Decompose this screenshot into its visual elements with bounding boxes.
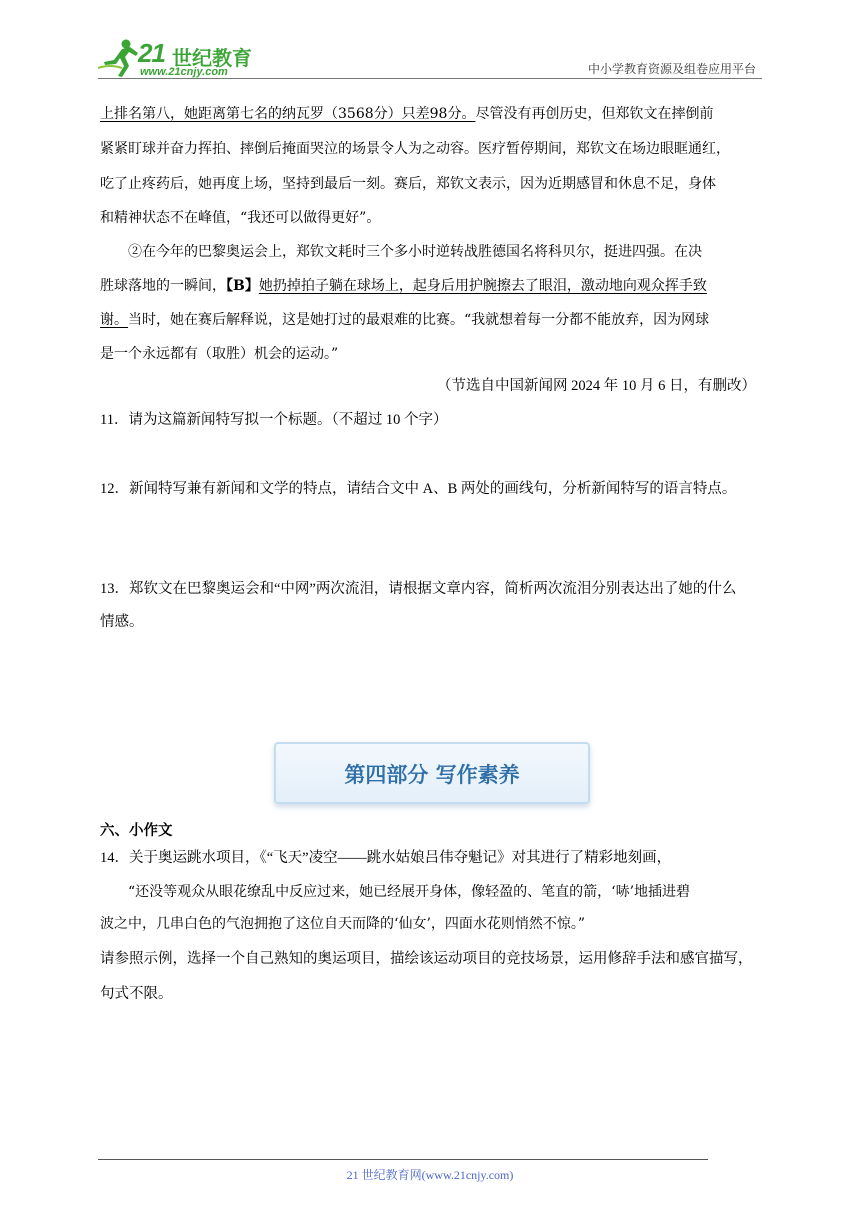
logo-number: 21 — [138, 38, 165, 68]
question-12: 12．新闻特写兼有新闻和文学的特点，请结合文中 A、B 两处的画线句，分析新闻特写的语言特点。 — [100, 481, 737, 497]
writing-instruction-cont: 句式不限。 — [100, 986, 173, 1002]
logo-text: 世纪教育 — [172, 46, 252, 70]
article-line: ②在今年的巴黎奥运会上，郑钦文耗时三个多小时逆转战胜德国名将科贝尔，挺进四强。在决 — [128, 244, 702, 260]
section-banner — [274, 742, 590, 804]
question-13-cont: 情感。 — [100, 614, 144, 630]
question-11: 11．请为这篇新闻特写拟一个标题。（不超过 10 个字） — [100, 412, 448, 428]
platform-name: 中小学教育资源及组卷应用平台 — [587, 62, 756, 76]
underlined-sentence-a-end: 上排名第八，她距离第七名的纳瓦罗（3568分）只差98分。 — [100, 106, 476, 122]
article-line: 胜球落地的一瞬间，【B】她扔掉拍子躺在球场上，起身后用护腕擦去了眼泪，激动地向观众挥手致 — [100, 278, 707, 294]
article-line: 谢。当时，她在赛后解释说，这是她打过的最艰难的比赛。“我就想着每一分都不能放弃，因为网球 — [100, 312, 710, 328]
article-source: （节选自中国新闻网 2024 年 10 月 6 日，有删改） — [437, 378, 756, 394]
article-line: 吃了止疼药后，她再度上场，坚持到最后一刻。赛后，郑钦文表示，因为近期感冒和休息不足，身体 — [100, 176, 716, 192]
writing-instruction: 请参照示例，选择一个自己熟知的奥运项目，描绘该运动项目的竞技场景，运用修辞手法和感官描写， — [100, 951, 753, 967]
section-heading: 六、小作文 — [100, 823, 173, 839]
article-line: 和精神状态不在峰值，“我还可以做得更好”。 — [100, 210, 381, 226]
question-14: 14．关于奥运跳水项目，《“飞天”凌空——跳水姑娘吕伟夺魁记》对其进行了精彩地刻画， — [100, 850, 672, 866]
article-line: 紧紧盯球并奋力挥拍、摔倒后掩面哭泣的场景令人为之动容。医疗暂停期间，郑钦文在场边眼眶通红， — [100, 141, 730, 157]
logo-url: www.21cnjy.com — [140, 66, 228, 78]
example-quote-cont: 波之中，几串白色的气泡拥抱了这位自天而降的‘仙女’，四面水花则悄然不惊。” — [100, 916, 586, 932]
example-quote: “还没等观众从眼花缭乱中反应过来，她已经展开身体，像轻盈的、笔直的箭，‘哧’地插进碧 — [128, 884, 691, 900]
article-line: 是一个永远都有（取胜）机会的运动。” — [100, 346, 339, 362]
question-13: 13．郑钦文在巴黎奥运会和“中网”两次流泪，请根据文章内容，简析两次流泪分别表达出了她的什么 — [100, 581, 737, 597]
footer-link[interactable]: 21 世纪教育网(www.21cnjy.com) — [346, 1168, 514, 1182]
runner-icon — [96, 38, 140, 78]
header-divider — [98, 78, 762, 79]
marker-b: 【B】 — [226, 278, 259, 294]
underlined-sentence-b-end: 谢。 — [100, 312, 128, 328]
section-banner-title: 第四部分 写作素养 — [344, 763, 520, 787]
site-logo — [96, 36, 256, 80]
article-line: 上排名第八，她距离第七名的纳瓦罗（3568分）只差98分。尽管没有再创历史，但郑钦文在摔倒前 — [100, 106, 714, 122]
footer-divider — [98, 1159, 708, 1160]
underlined-sentence-b: 她扔掉拍子躺在球场上，起身后用护腕擦去了眼泪，激动地向观众挥手致 — [258, 278, 707, 294]
